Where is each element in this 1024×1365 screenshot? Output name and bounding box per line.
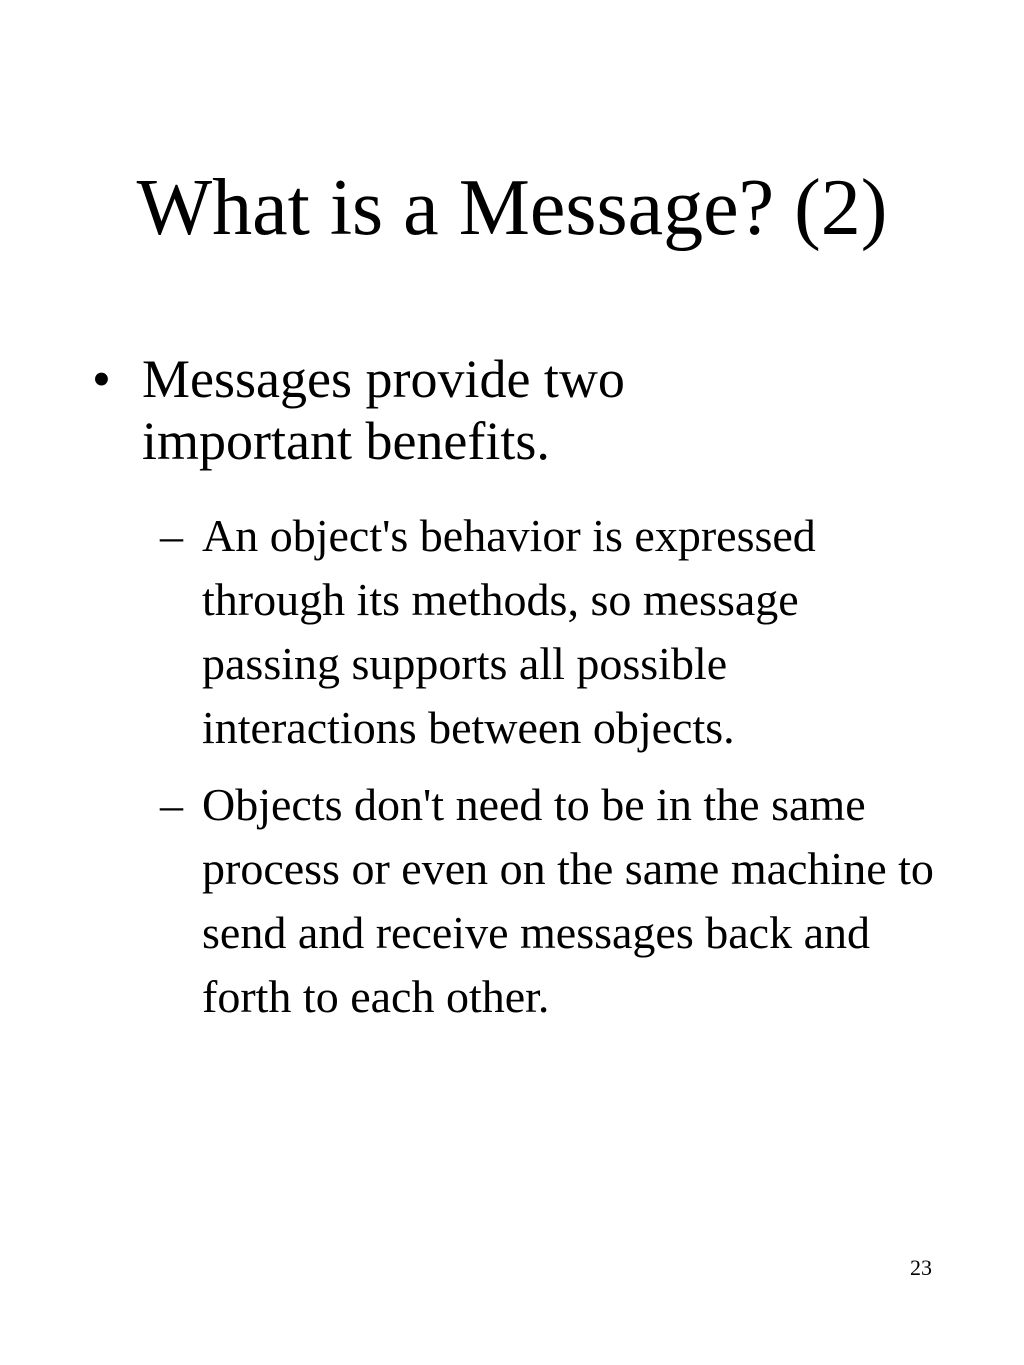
main-bullet	[92, 348, 952, 472]
main-bullet-row	[92, 348, 952, 472]
sub-bullet-text: Objects don't need to be in the same process or even on the same machine to send and receive messages back and forth to each other.	[202, 779, 934, 1022]
sub-bullet-marker: –	[160, 510, 183, 561]
slide-title: What is a Message? (2)	[136, 164, 888, 252]
sub-bullet-item	[160, 504, 960, 760]
sub-bullet-item	[160, 773, 960, 1029]
page-number: 23	[910, 1255, 932, 1280]
sub-bullet-marker: –	[160, 779, 183, 830]
sub-bullet-list	[160, 504, 960, 1042]
sub-bullet-text: An object's behavior is expressed through its methods, so message passing supports all possible interactions between objects.	[202, 510, 816, 753]
bullet-text: Messages provide two important benefits.	[142, 349, 625, 471]
bullet-marker: •	[92, 349, 111, 409]
